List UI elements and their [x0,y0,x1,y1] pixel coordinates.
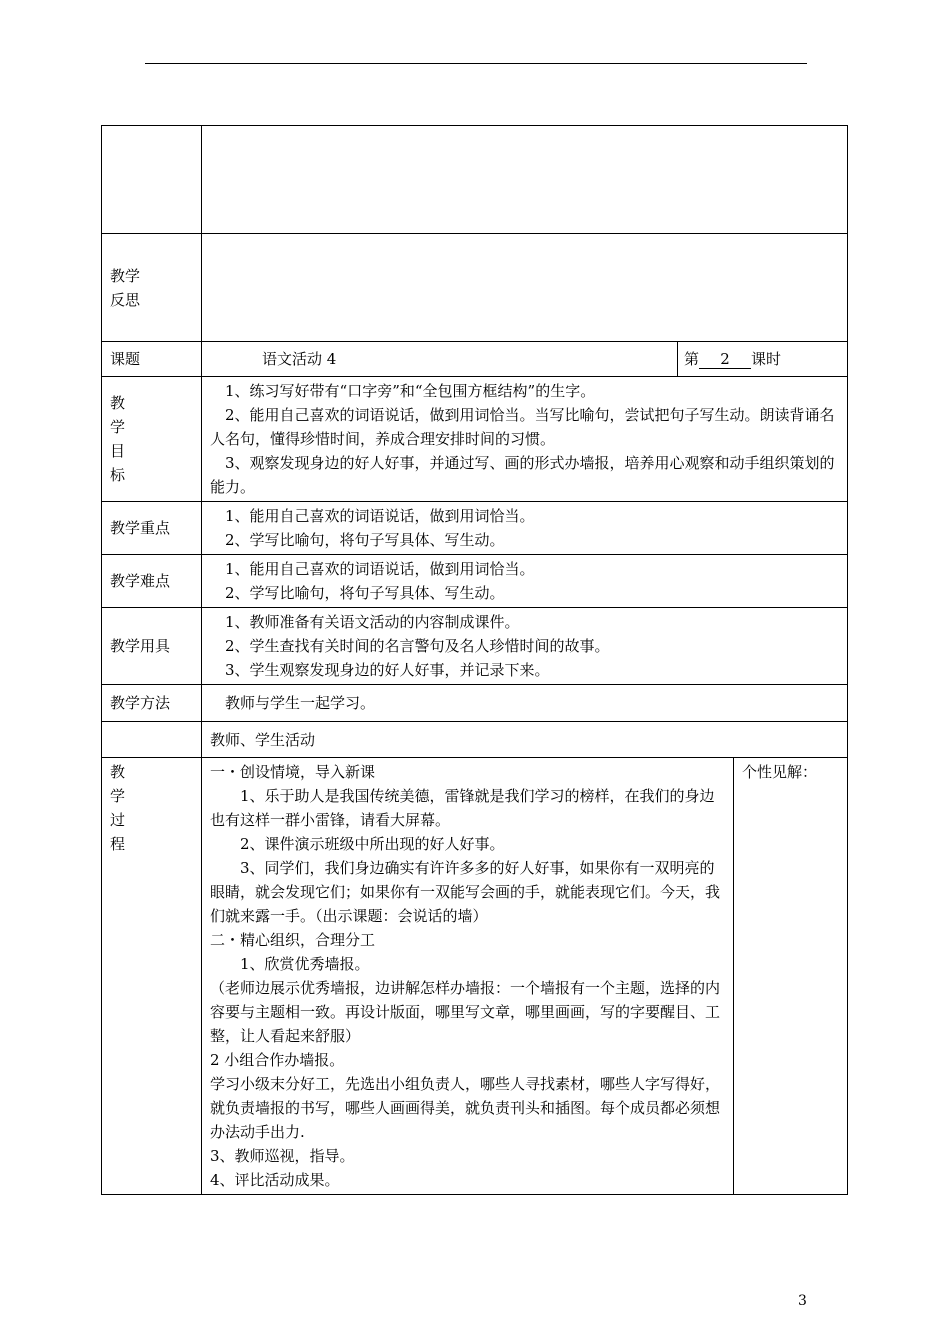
tool-item: 3、学生观察发现身边的好人好事，并记录下来。 [225,661,550,679]
blank-row [102,126,848,234]
process-content [202,758,734,1195]
tools-row [102,608,848,685]
blank-content-cell [202,126,848,234]
goal-item: 3、观察发现身边的好人好事，并通过写、画的形式办墙报，培养用心观察和动手组织策划的能力。 [210,454,835,496]
goal-item: 1、练习写好带有“口字旁”和“全包围方框结构”的生字。 [225,382,596,400]
process-label [102,758,202,1195]
reflection-label-line2: 反思 [110,290,141,309]
process-label-char: 教 [110,763,126,781]
activities-header-row [102,722,848,758]
process-label-char: 过 [110,811,126,829]
process-paragraph: 1、欣赏优秀墙报。 [240,955,370,973]
difficulties-content [202,555,848,608]
goals-row [102,377,848,502]
difficulties-label: 教学难点 [102,555,202,608]
topic-row [102,342,848,377]
tools-label: 教学用具 [102,608,202,685]
header-rule [145,63,807,64]
difficulties-row [102,555,848,608]
process-row [102,758,848,1195]
key-point-item: 1、能用自己喜欢的词语说话，做到用词恰当。 [225,507,535,525]
topic-value: 语文活动 4 [202,342,678,377]
period-prefix: 第 [684,350,700,368]
process-paragraph: 3、同学们，我们身边确实有许许多多的好人好事，如果你有一双明亮的眼睛，就会发现它们；如果你有一双能写会画的手，就能表现它们。今天，我们就来露一手。（出示课题：会说话的墙） [210,859,721,925]
goals-content [202,377,848,502]
method-value: 教师与学生一起学习。 [202,685,848,722]
period-number: 2 [699,350,751,369]
opinion-cell [734,758,848,1195]
process-paragraph: 4、评比活动成果。 [210,1171,340,1189]
reflection-label [102,234,202,342]
goals-label [102,377,202,502]
goals-label-char: 学 [110,418,126,436]
reflection-label-line1: 教学 [110,266,141,285]
tool-item: 2、学生查找有关时间的名言警句及名人珍惜时间的故事。 [225,637,610,655]
lesson-plan-table [101,125,848,1195]
tools-content [202,608,848,685]
method-row [102,685,848,722]
process-section-heading: 一・创设情境，导入新课 [210,763,376,781]
difficulty-item: 1、能用自己喜欢的词语说话，做到用词恰当。 [225,560,535,578]
difficulty-item: 2、学写比喻句，将句子写具体、写生动。 [225,584,505,602]
process-paragraph: 2、课件演示班级中所出现的好人好事。 [240,835,505,853]
goals-label-char: 目 [110,442,126,460]
process-section-heading: 二・精心组织，合理分工 [210,931,376,949]
process-label-char: 学 [110,787,126,805]
activities-header-blank [102,722,202,758]
reflection-row [102,234,848,342]
process-paragraph: 3、教师巡视，指导。 [210,1147,355,1165]
process-paragraph: （老师边展示优秀墙报，边讲解怎样办墙报：一个墙报有一个主题，选择的内容要与主题相一致。再设计版面，哪里写文章，哪里画画，写的字要醒目、工整，让人看起来舒服） [210,979,721,1045]
reflection-content [202,234,848,342]
process-paragraph: 2 小组合作办墙报。 [210,1051,345,1069]
period-suffix: 课时 [751,350,782,368]
key-points-content [202,502,848,555]
opinion-label: 个性见解： [742,763,818,781]
goals-label-char: 标 [110,466,126,484]
period-cell [678,342,848,377]
goal-item: 2、能用自己喜欢的词语说话，做到用词恰当。当写比喻句，尝试把句子写生动。朗读背诵名人名句，懂得珍惜时间，养成合理安排时间的习惯。 [210,406,835,448]
activities-header: 教师、学生活动 [202,722,848,758]
goals-label-char: 教 [110,394,126,412]
topic-label: 课题 [102,342,202,377]
key-point-item: 2、学写比喻句，将句子写具体、写生动。 [225,531,505,549]
process-label-char: 程 [110,835,126,853]
key-points-label: 教学重点 [102,502,202,555]
blank-label-cell [102,126,202,234]
process-paragraph: 1、乐于助人是我国传统美德，雷锋就是我们学习的榜样，在我们的身边也有这样一群小雷锋，请看大屏幕。 [210,787,715,829]
page-number: 3 [798,1293,807,1309]
tool-item: 1、教师准备有关语文活动的内容制成课件。 [225,613,520,631]
method-label: 教学方法 [102,685,202,722]
process-paragraph: 学习小级末分好工，先选出小组负责人，哪些人寻找素材，哪些人字写得好，就负责墙报的书写，哪些人画画得美，就负责刊头和插图。每个成员都必须想办法动手出力. [210,1075,721,1141]
key-points-row [102,502,848,555]
